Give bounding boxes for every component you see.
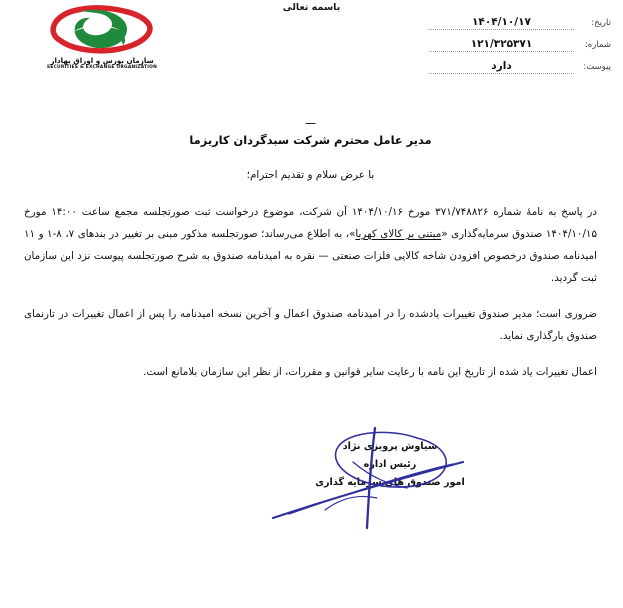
logo-organization-name-en: SECURITIES & EXCHANGE ORGANIZATION — [46, 64, 158, 70]
date-leader-line — [429, 12, 574, 30]
date-label: تاریخ: — [591, 18, 611, 28]
header-fields — [429, 8, 611, 74]
fund-name-underlined: مبتنی بر کالای کهربا — [355, 228, 442, 240]
paragraph-two: ضروری است؛ مدیر صندوق تغییرات یادشده را در امیدنامه صندوق اعمال و آخرین نسخه امیدنامه را پس از اعمال تغییرات در تارنمای صندوق بارگذاری نماید. — [24, 308, 597, 342]
attachment-label: پیوست: — [583, 62, 611, 72]
basmala-heading: باسمه تعالی — [282, 2, 341, 13]
signature-block — [0, 432, 623, 542]
number-leader-line — [429, 34, 574, 52]
signatory-name: سیاوش پرویزی نژاد — [342, 441, 438, 452]
header-field-number — [429, 30, 611, 52]
date-value: ۱۴۰۴/۱۰/۱۷ — [472, 16, 531, 28]
addressee-line: مدیر عامل محترم شرکت سبدگردان کاریزما — [189, 133, 432, 147]
signatory-department: امور صندوق های سرمایه گذاری — [315, 477, 465, 488]
signature-text — [275, 438, 505, 492]
logo-organization-name-fa: سازمان بورس و اوراق بهادار — [50, 56, 154, 65]
letter-header — [0, 0, 623, 92]
paragraph-one — [24, 201, 597, 289]
header-field-attachment — [429, 52, 611, 74]
number-value: ۱۲۱/۳۲۵۳۷۱ — [470, 38, 533, 50]
paragraph-one-text-after: »، به اطلاع می‌رساند؛ صورتجلسه مذکور مبنی بر تغییر در بندهای ۷، ۸-۱ و ۱۱ امیدنامه صندوق درخصوص افزودن شاخه کالایی فلزات صنعتی — نقره به امیدنامه صندوق به شرح صورتجلسه پیوست نزد این سازمان ثبت گردید. — [24, 228, 597, 284]
number-label: شماره: — [584, 40, 611, 50]
attachment-leader-line — [429, 56, 574, 74]
attachment-value: دارد — [491, 60, 512, 72]
letter-body — [0, 96, 623, 397]
signatory-role: رئیس اداره — [363, 459, 417, 470]
seo-globe-icon — [44, 4, 160, 56]
salutation-line: با عرض سلام و تقدیم احترام؛ — [246, 169, 375, 181]
separator-dash: ـــ — [305, 114, 316, 127]
header-field-date — [429, 8, 611, 30]
paragraph-one-text-before: در پاسخ به نامهٔ شماره ۳۷۱/۷۴۸۸۲۶ مورخ ۱۴۰۴/۱۰/۱۶ آن شرکت، موضوع درخواست ثبت صورتجلسه مجمع ساعت ۱۴:۰۰ مورخ ۱۴۰۴/۱۰/۱۵ صندوق سرمایه‌گذاری « — [24, 206, 597, 240]
paragraph-three: اعمال تغییرات یاد شده از تاریخ این نامه با رعایت سایر قوانین و مقررات، از نظر این سازمان بلامانع است. — [143, 366, 597, 378]
organization-logo — [22, 4, 182, 82]
